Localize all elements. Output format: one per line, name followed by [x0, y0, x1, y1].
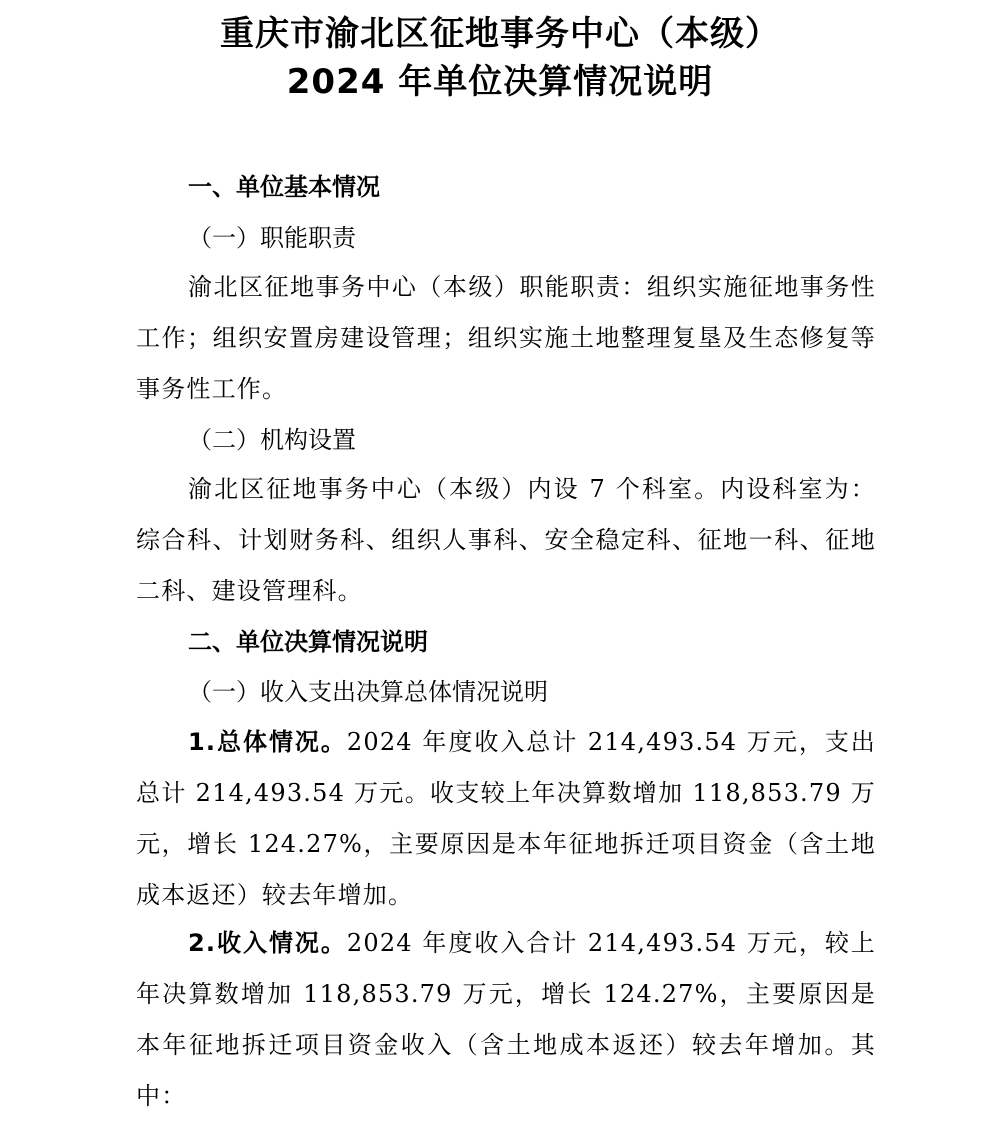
paragraph-label-income: 2.收入情况。: [188, 929, 347, 957]
paragraph-functions: 渝北区征地事务中心（本级）职能职责：组织实施征地事务性工作；组织安置房建设管理；组织实施土地整理复垦及生态修复等事务性工作。: [136, 273, 876, 403]
document-title-line-1: 重庆市渝北区征地事务中心（本级）: [220, 14, 780, 54]
subheading-functions: （一）职能职责: [188, 224, 356, 252]
paragraph-text-income: 2024 年度收入合计 214,493.54 万元，较上年决算数增加 118,853.79 万元，增长 124.27%，主要原因是本年征地拆迁项目资金收入（含土地成本返还）较去年增加。其中：: [136, 929, 876, 1110]
paragraph-text-overall: 2024 年度收入总计 214,493.54 万元，支出总计 214,493.54 万元。收支较上年决算数增加 118,853.79 万元，增长 124.27%，主要原因是本年征地拆迁项目资金（含土地成本返还）较去年增加。: [136, 728, 876, 909]
paragraph-organization: 渝北区征地事务中心（本级）内设 7 个科室。内设科室为：综合科、计划财务科、组织人事科、安全稳定科、征地一科、征地二科、建设管理科。: [136, 475, 876, 605]
subheading-organization: （二）机构设置: [188, 426, 356, 454]
section-heading-final-accounts: 二、单位决算情况说明: [188, 628, 428, 656]
subheading-income-expense-overview: （一）收入支出决算总体情况说明: [188, 678, 548, 706]
paragraph-overall-situation: [136, 717, 876, 921]
paragraph-income-situation: [136, 918, 876, 1122]
paragraph-label-overall: 1.总体情况。: [188, 728, 347, 756]
section-heading-basic-info: 一、单位基本情况: [188, 173, 380, 201]
document-title-line-2: 2024 年单位决算情况说明: [286, 62, 714, 102]
